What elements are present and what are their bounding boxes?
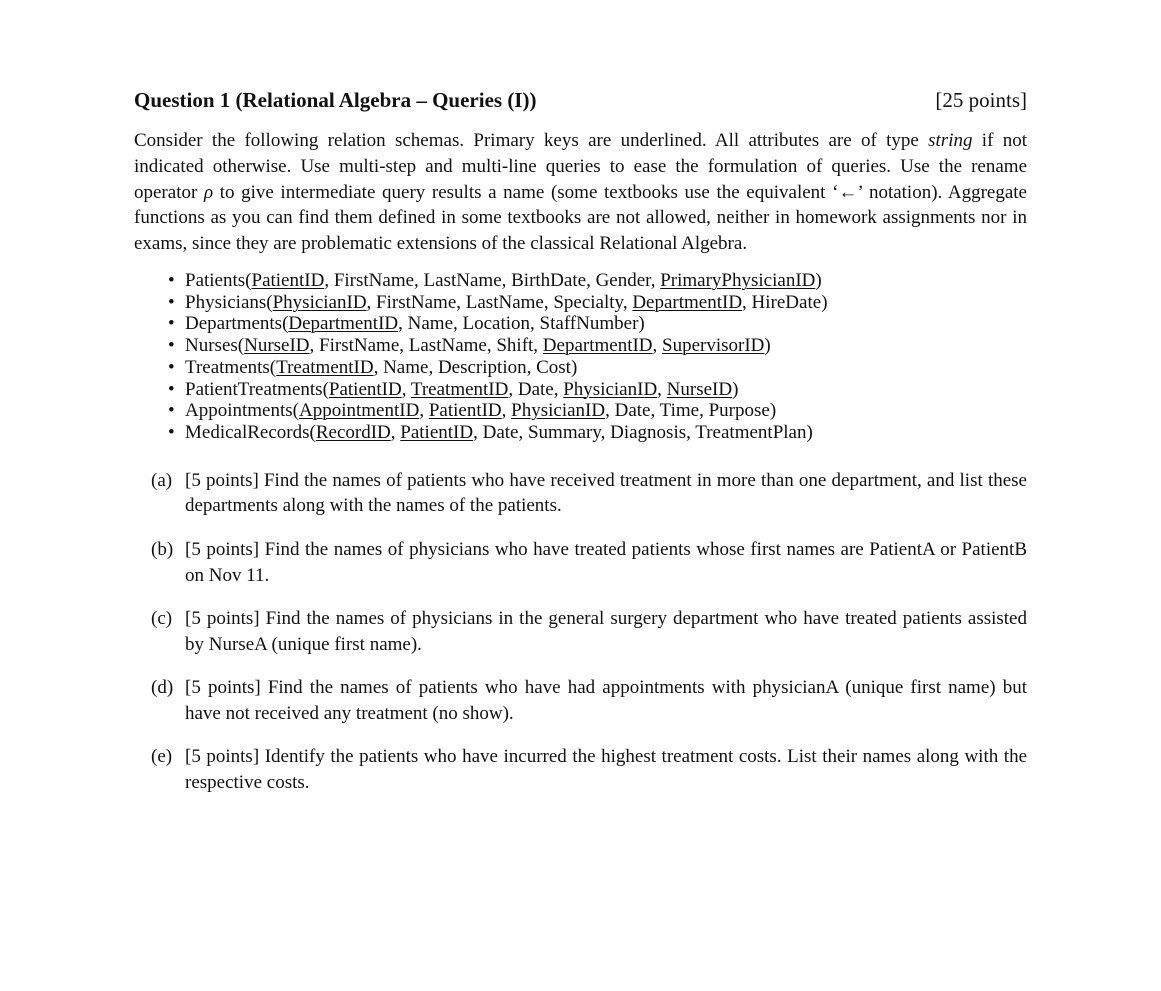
question-item-b	[134, 537, 1027, 589]
question-title: Question 1 (Relational Algebra – Queries (I))	[134, 88, 537, 112]
bullet-marker: •	[168, 421, 175, 443]
key-attribute: NurseID	[666, 378, 733, 400]
attribute: Purpose	[708, 400, 770, 422]
relation-name: Departments	[185, 313, 283, 335]
question-item-a	[134, 468, 1027, 520]
intro-text-2: if not indicated otherwise. Use multi-step and multi-line queries to ease the formulation of queries. Use the rename operator	[134, 130, 1027, 203]
attribute: Name	[383, 356, 429, 378]
schema-item-physicians: • Physicians(PhysicianID, FirstName, LastName, Specialty, DepartmentID, HireDate)	[168, 291, 828, 313]
question-item-d	[134, 675, 1027, 727]
question-text: [5 points] Find the names of patients who have received treatment in more than one department, and list these departments along with the names of the patients.	[185, 469, 1027, 517]
relation-name: MedicalRecords	[185, 421, 310, 443]
key-attribute: TreatmentID	[276, 356, 374, 378]
intro-text-3: to give intermediate query results a name (some textbooks use the equivalent ‘←’ notation). Aggregate functions as you can find them defined in some textbooks are not allowed, neither in homework assignments nor in exams, since they are problematic extensions of the classical Relational Algebra.	[134, 181, 1027, 255]
key-attribute: SupervisorID	[662, 335, 765, 357]
attribute: Date	[517, 378, 554, 400]
attribute: FirstName	[376, 291, 457, 313]
attribute: Diagnosis	[610, 421, 687, 443]
attribute: LastName	[408, 335, 487, 357]
key-attribute: DepartmentID	[288, 313, 399, 335]
question-label: (e)	[151, 745, 173, 767]
question-text: [5 points] Find the names of physicians in the general surgery department who have treated patients assisted by NurseA (unique first name).	[185, 607, 1027, 655]
relation-name: PatientTreatments	[185, 378, 323, 400]
relation-name: Nurses	[185, 335, 238, 357]
relation-name: Treatments	[185, 356, 270, 378]
question-label: (a)	[151, 469, 173, 491]
question-label: (d)	[151, 676, 174, 698]
question-list	[134, 468, 1027, 796]
question-text: [5 points] Find the names of physicians who have treated patients whose first names are PatientA or PatientB on Nov 11.	[185, 538, 1027, 586]
intro-text-1: Consider the following relation schemas. Primary keys are underlined. All attributes are of type	[134, 130, 929, 151]
bullet-marker: •	[168, 313, 175, 335]
attribute: Summary	[527, 421, 601, 443]
bullet-marker: •	[168, 291, 175, 313]
intro-paragraph	[134, 128, 1027, 257]
schema-item-appointments: • Appointments(AppointmentID, PatientID, PhysicianID, Date, Time, Purpose)	[168, 400, 777, 422]
attribute: Time	[659, 400, 700, 422]
key-attribute: DepartmentID	[542, 335, 653, 357]
key-attribute: PatientID	[400, 421, 474, 443]
attribute: LastName	[423, 269, 502, 291]
attribute: Cost	[536, 356, 571, 378]
bullet-marker: •	[168, 400, 175, 422]
question-text: [5 points] Find the names of patients who have had appointments with physicianA (unique first name) but have not received any treatment (no show).	[185, 676, 1027, 724]
attribute: StaffNumber	[539, 313, 639, 335]
attribute: Date	[482, 421, 519, 443]
question-label: (b)	[151, 538, 174, 560]
schema-list	[134, 270, 1027, 444]
intro-type-word: string	[928, 130, 973, 151]
rho-symbol: ρ	[203, 181, 214, 203]
question-item-e	[134, 744, 1027, 796]
relation-name: Patients	[185, 269, 246, 291]
attribute: Gender	[595, 269, 651, 291]
key-attribute: PhysicianID	[511, 400, 606, 422]
attribute: FirstName	[333, 269, 415, 291]
key-attribute: PhysicianID	[272, 291, 367, 313]
key-attribute: PrimaryPhysicianID	[660, 269, 816, 291]
key-attribute: PatientID	[428, 400, 502, 422]
attribute: Description	[437, 356, 527, 378]
bullet-marker: •	[168, 356, 175, 378]
question-label: (c)	[151, 607, 173, 629]
bullet-marker: •	[168, 335, 175, 357]
schema-item-nurses: • Nurses(NurseID, FirstName, LastName, Shift, DepartmentID, SupervisorID)	[168, 335, 771, 357]
key-attribute: PatientID	[251, 269, 325, 291]
attribute: HireDate	[751, 291, 822, 313]
attribute: Shift	[496, 335, 534, 357]
key-attribute: PhysicianID	[563, 378, 658, 400]
attribute: Date	[614, 400, 651, 422]
attribute: Specialty	[553, 291, 623, 313]
key-attribute: AppointmentID	[299, 400, 420, 422]
question-text: [5 points] Identify the patients who have incurred the highest treatment costs. List their names along with the respective costs.	[185, 745, 1027, 793]
attribute: TreatmentPlan	[695, 421, 807, 443]
question-header	[134, 88, 1027, 118]
relation-name: Appointments	[185, 400, 293, 422]
key-attribute: PatientID	[328, 378, 402, 400]
schema-item-treatments: • Treatments(TreatmentID, Name, Description, Cost)	[168, 356, 578, 378]
attribute: Name	[407, 313, 454, 335]
attribute: BirthDate	[511, 269, 587, 291]
key-attribute: DepartmentID	[632, 291, 743, 313]
schema-item-departments: • Departments(DepartmentID, Name, Location, StaffNumber)	[168, 313, 645, 335]
question-points: [25 points]	[935, 88, 1027, 112]
key-attribute: NurseID	[244, 335, 310, 357]
question-item-c	[134, 606, 1027, 658]
key-attribute: TreatmentID	[410, 378, 509, 400]
attribute: Location	[462, 313, 531, 335]
attribute: FirstName	[319, 335, 400, 357]
bullet-marker: •	[168, 378, 175, 400]
bullet-marker: •	[168, 269, 175, 291]
schema-item-medicalrecords: • MedicalRecords(RecordID, PatientID, Date, Summary, Diagnosis, TreatmentPlan)	[168, 421, 813, 443]
schema-item-patienttreatments: • PatientTreatments(PatientID, TreatmentID, Date, PhysicianID, NurseID)	[168, 378, 739, 400]
relation-name: Physicians	[185, 291, 267, 313]
attribute: LastName	[465, 291, 544, 313]
document-page	[134, 88, 1027, 813]
schema-item-patients: • Patients(PatientID, FirstName, LastName, BirthDate, Gender, PrimaryPhysicianID)	[168, 269, 822, 291]
key-attribute: RecordID	[315, 421, 391, 443]
